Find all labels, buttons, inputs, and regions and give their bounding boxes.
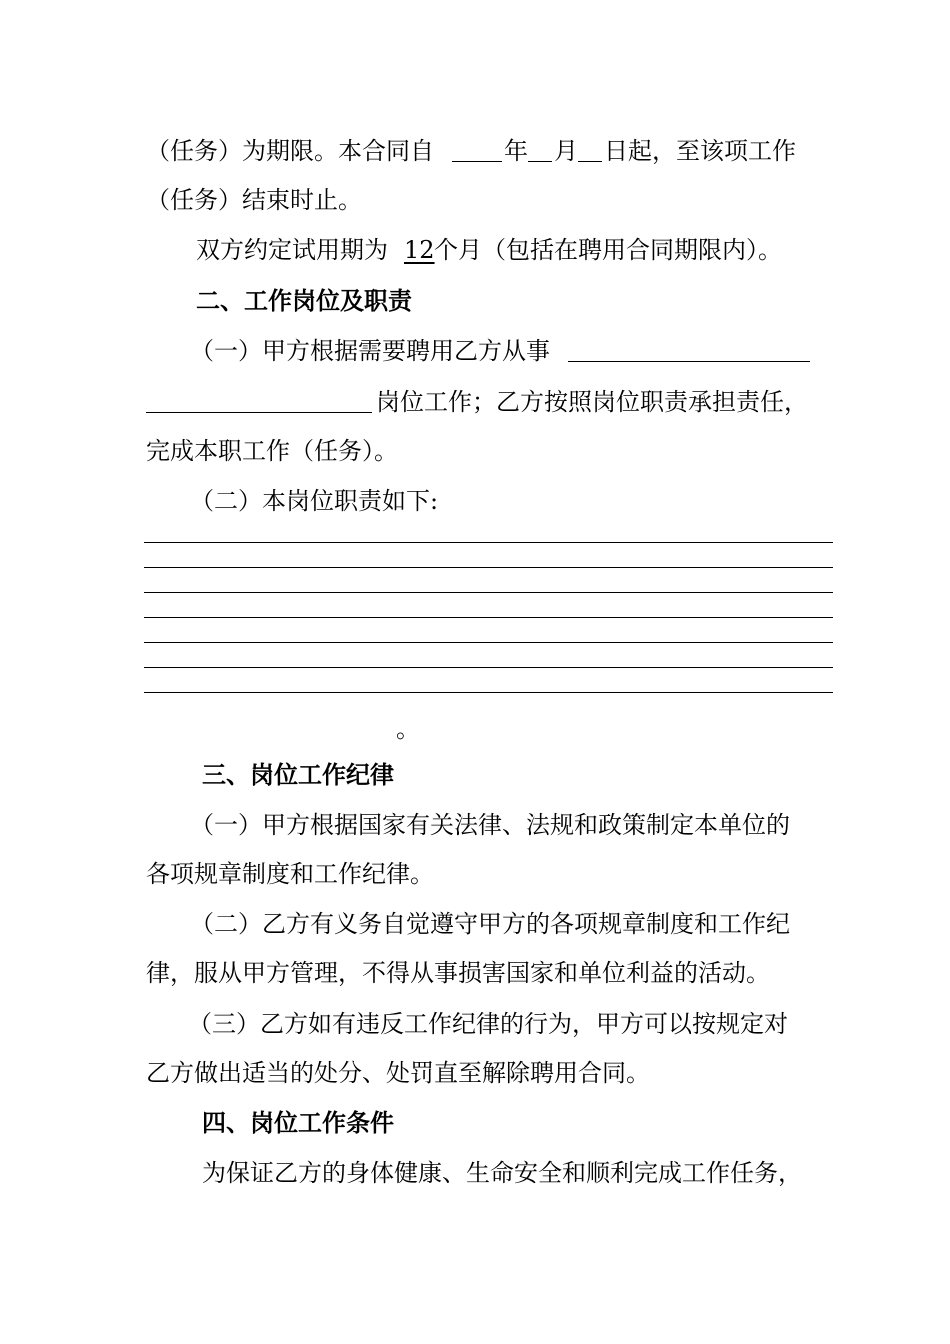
duty-line-1[interactable] xyxy=(144,542,833,543)
term-line-1 xyxy=(0,134,950,168)
section-2-item-1-line-1 xyxy=(0,334,950,368)
duty-line-2[interactable] xyxy=(144,567,833,568)
day-label: 日起，至该项工作 xyxy=(604,137,796,165)
section-3-item-1-line-2 xyxy=(0,857,950,891)
month-blank[interactable] xyxy=(528,134,552,162)
section-2-item-1-pre: （一）甲方根据需要聘用乙方从事 xyxy=(190,337,550,365)
section-3-heading: 三、岗位工作纪律 xyxy=(202,761,394,789)
section-2-item-2-text: （二）本岗位职责如下: xyxy=(190,487,439,515)
section-3-item-2-line-2 xyxy=(0,956,950,990)
section-4-text-1: 为保证乙方的身体健康、生命安全和顺利完成工作任务， xyxy=(202,1159,802,1187)
section-3-item-1-line-1 xyxy=(0,808,950,842)
section-2-heading-line xyxy=(0,284,950,318)
section-4-heading-line xyxy=(0,1106,950,1140)
probation-pre: 双方约定试用期为 xyxy=(196,236,388,264)
section-4-heading: 四、岗位工作条件 xyxy=(202,1109,394,1137)
section-3-item-3-line-1 xyxy=(0,1007,950,1041)
probation-line xyxy=(0,233,950,267)
position-blank-1[interactable] xyxy=(568,334,810,362)
duty-line-7[interactable] xyxy=(144,692,833,693)
section-2-item-1-line-3-text: 完成本职工作（任务）。 xyxy=(146,437,398,465)
section-3-item-3-text-2: 乙方做出适当的处分、处罚直至解除聘用合同。 xyxy=(146,1059,650,1087)
section-4-line-1 xyxy=(0,1156,950,1190)
section-2-item-1-post: 岗位工作；乙方按照岗位职责承担责任， xyxy=(376,388,808,416)
section-3-item-3-text-1: （三）乙方如有违反工作纪律的行为，甲方可以按规定对 xyxy=(188,1010,788,1038)
section-2-item-2-line xyxy=(0,484,950,518)
section-2-heading: 二、工作岗位及职责 xyxy=(196,287,412,315)
section-3-item-3-line-2 xyxy=(0,1056,950,1090)
duty-end-line xyxy=(0,712,950,746)
position-blank-2[interactable] xyxy=(146,385,372,413)
section-3-item-1-text-1: （一）甲方根据国家有关法律、法规和政策制定本单位的 xyxy=(190,811,790,839)
duty-line-5[interactable] xyxy=(144,642,833,643)
section-3-item-1-text-2: 各项规章制度和工作纪律。 xyxy=(146,860,434,888)
probation-value: 12 xyxy=(404,236,435,264)
duty-line-6[interactable] xyxy=(144,667,833,668)
year-label: 年 xyxy=(504,137,528,165)
section-3-item-2-text-1: （二）乙方有义务自觉遵守甲方的各项规章制度和工作纪 xyxy=(190,910,790,938)
duty-line-3[interactable] xyxy=(144,592,833,593)
section-2-item-1-line-2 xyxy=(0,385,950,419)
term-line-2 xyxy=(0,183,950,217)
duty-end-mark: 。 xyxy=(396,715,420,743)
day-blank[interactable] xyxy=(578,134,602,162)
probation-post: 个月（包括在聘用合同期限内）。 xyxy=(434,236,782,264)
year-blank[interactable] xyxy=(452,134,502,162)
section-3-heading-line xyxy=(0,758,950,792)
section-3-item-2-line-1 xyxy=(0,907,950,941)
term-text-2: （任务）结束时止。 xyxy=(146,186,362,214)
duty-line-4[interactable] xyxy=(144,617,833,618)
month-label: 月 xyxy=(554,137,578,165)
section-2-item-1-line-3 xyxy=(0,434,950,468)
term-text-1: （任务）为期限。本合同自 xyxy=(146,137,434,165)
section-3-item-2-text-2: 律，服从甲方管理，不得从事损害国家和单位利益的活动。 xyxy=(146,959,770,987)
